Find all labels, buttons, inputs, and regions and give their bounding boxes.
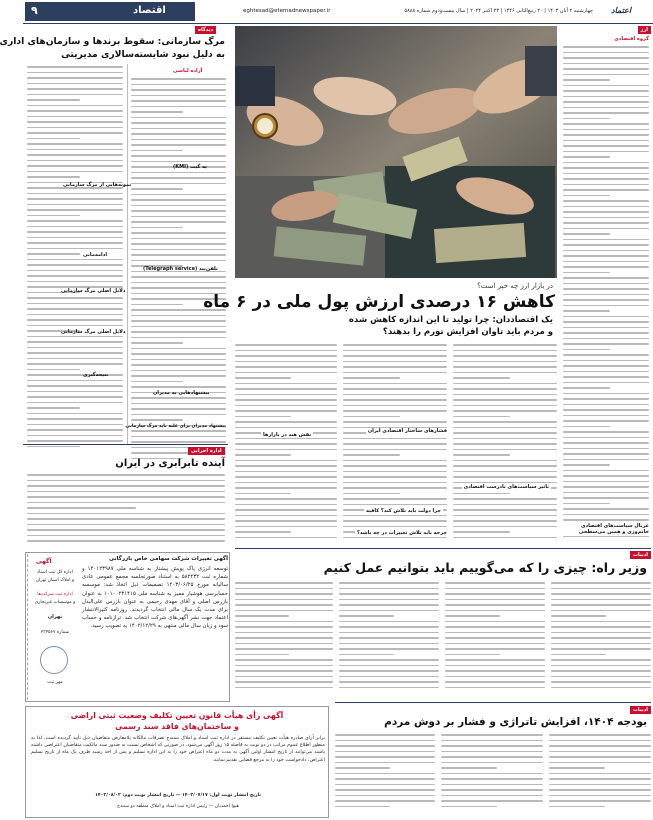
budget-tag: ادبیات [630,706,651,714]
inequality-text [27,474,225,546]
inequality-tag: اداره اجرایی [188,447,225,455]
left-subhead-6: نتیجه‌گیری [83,372,109,378]
ad-side-line-3: اداره ثبت شرکت‌ها [37,592,73,597]
masthead [23,0,653,24]
budget-top-rule [335,702,651,703]
notice-signature: هیوا احمدیان — رئیس اداره ثبت اسناد و املاک منطقه دو سنندج [117,804,239,809]
left-subhead-7: تلفن‌بند (Telegraph service) [143,266,218,272]
ad-body: توسعه انرژی پاک پویش پیشتاز به شناسه ملی ۱۴۰۱۲۳۹۸۷ و شماره ثبت ۵۸۲۴۳۲ به استناد صورتجلسه مجمع عمومی عادی سالیانه مورخ ۱۴۰۳/۰۶/۲۵ تصمیمات ذیل اتخاذ شد: موسسه حسابرسی هوشیار ممیز به شناسه ملی ۱۰۱۰۰۲۳۱۴۱۵ به عنوان بازرس اصلی و آقای مهدی رحیمی به عنوان بازرس علی‌البدل برای مدت یک سال مالی انتخاب گردیدند. روزنامه کثیرالانتشار اعتماد جهت نشر آگهی‌های شرکت انتخاب شد. ترازنامه و حساب سود و زیان سال مالی منتهی به ۱۴۰۲/۱۲/۲۹ به تصویب رسید. [80,566,228,630]
newspaper-logo: اعتماد [611,6,632,15]
budget-col-2 [441,734,543,816]
lead-subhead-3: چرا دولت باید تلاش کند؟ کافیه [366,508,441,514]
roads-col-1 [235,582,333,696]
ad-side-line-6: شماره ۲۳۴۵۶۷ [40,630,70,635]
lead-deck-line2: و مردم باید تاوان افزایش تورم را بدهند؟ [382,327,553,337]
land-registry-notice [25,706,329,818]
lead-subhead-1: فشارهای ساختار اقتصادی ایران [367,428,447,434]
notice-body: برابر آرای صادره هیأت تعیین تکلیف مستقر در اداره ثبت اسناد و املاک سنندج تصرفات مالکانه بلامعارض متقاضیان ذیل تأیید گردیده است. لذا به منظور اطلاع عموم مراتب در دو نوبت به فاصله ۱۵ روز آگهی می‌شود. در صورتی که اشخاص نسبت به صدور سند مالکیت متقاضیان اعتراضی داشته باشند می‌توانند از تاریخ انتشار اولین آگهی به مدت دو ماه اعتراض خود را به این اداره تسلیم و پس از اخذ رسید ظرف یک ماه از تاریخ تسلیم اعتراض، دادخواست خود را به مرجع قضایی تقدیم نمایند. [29,736,325,763]
notice-title-line1: آگهی رأی هیأت قانون تعیین تکلیف وضعیت ثبتی اراضی [70,711,284,720]
budget-headline: بودجه ۱۴۰۴، افزایش تاتراژی و فشار بر دوش مردم [384,716,647,728]
left-headline-line1: مرگ سازمانی: سقوط برندها و سازمان‌های اداری [0,36,225,47]
inequality-top-rule [23,444,228,445]
inequality-headline: آینده تابرابری در ایران [115,458,225,469]
left-subhead-3: ادامه‌مانی [83,252,108,258]
ad-side-line-7: مهر ثبت [47,680,63,685]
left-tag: دیدگاه [195,26,216,34]
section-bar [25,2,195,21]
roads-col-3 [445,582,545,696]
lead-col-1 [235,344,337,542]
notice-dates: تاریخ انتشار نوبت اول: ۱۴۰۳/۰۷/۱۷ — تاریخ انتشار نوبت دوم: ۱۴۰۳/۰۸/۰۲ [95,793,261,798]
right-column [561,26,651,546]
ad-side-line-1: اداره کل ثبت اسناد [37,570,73,575]
right-text [563,46,649,544]
ad-side-line-5: تهران [47,614,63,620]
lead-kicker: در بازار ارز چه خبر است؟ [477,282,553,290]
lead-subhead-5: چرخه باید تلاش تغییرات در چه باشد؟ [356,530,447,536]
roads-minister-block [235,548,651,698]
company-ad [25,552,230,702]
ad-side-line-4: و موسسات غیرتجاری [34,600,76,605]
left-subhead-4: دلایل اصلی مرگ سازمانی [61,288,126,294]
header-rule [23,23,653,24]
roads-col-4 [551,582,651,696]
dateline: چهارشنبه ۲ آبان ۱۴۰۳ | ۲۰ ربیع‌الثانی ۱۴۴۶ | ۲۳ اکتبر ۲۰۲۴ | سال بیست‌ودوم شماره ۵۸۸۸ [404,8,593,14]
email-address: eghtesad@etemadnewspaper.ir [243,8,331,14]
section-title: اقتصاد [133,5,166,16]
lead-subhead-2: تاثیر سیاست‌های نادرست اقتصادی [463,484,549,490]
notice-title-line2: و ساختمان‌های فاقد سند رسمی [115,722,239,731]
lead-story-body [235,344,557,544]
right-bottom-head: غربال سیاست‌های اقتصادی خانم‌وزی و همین می‌سطحی [563,522,649,536]
left-divider [127,64,128,444]
roads-col-2 [339,582,439,696]
ad-side-panel [27,554,79,700]
money-exchange-photo [235,26,557,278]
left-author: آزاده لیاسی [173,68,203,74]
page-number: ۹ [31,4,38,17]
left-subhead-5: دلایل اصلی مرگ سازمانی [61,329,126,335]
right-tag: ارز [638,26,651,34]
lead-deck-line1: یک اقتصاددان: چرا تولید تا این اندازه کاهش شده [348,315,553,325]
lead-subhead-4: نقش هند در بازارها [263,432,312,438]
left-subhead-2: نمونه‌هایی از مرگ سازمانی [63,182,132,188]
lead-photo [235,26,557,278]
ad-title: آگهی تغییرات شرکت سهامی خاص بازرگانی [108,556,228,562]
left-subhead-8: پیشنهادهایی به مدیران [153,390,210,396]
inequality-block [23,444,228,548]
roads-tag: ادبیات [630,551,651,559]
left-headline-line2: به دلیل نبود شایسته‌سالاری مدیریتی [61,49,225,60]
budget-block [335,702,651,818]
lead-col-3 [453,344,557,542]
ad-stamp [40,646,68,674]
left-footer-note: پیشنهاد مدیران برای غلبه باید مرگ سازمانی [125,424,226,429]
ad-side-line-2: و املاک استان تهران [35,578,75,583]
left-opinion-block [0,26,228,446]
budget-col-1 [335,734,435,816]
left-subhead-1: یه گیت (KMI) [173,164,207,170]
budget-col-3 [549,734,651,816]
lead-story-heading [203,282,557,342]
ad-side-badge: آگهی [36,558,52,565]
roads-headline: وزیر راه: چیزی را که می‌گوییم باید بتوانیم عمل کنیم [323,560,647,575]
right-byline: گروه اقتصادی [614,36,649,42]
lead-headline: کاهش ۱۶ درصدی ارزش پول ملی در ۶ ماه [203,292,555,312]
roads-top-rule [235,548,651,549]
left-text-col-a [27,66,126,446]
